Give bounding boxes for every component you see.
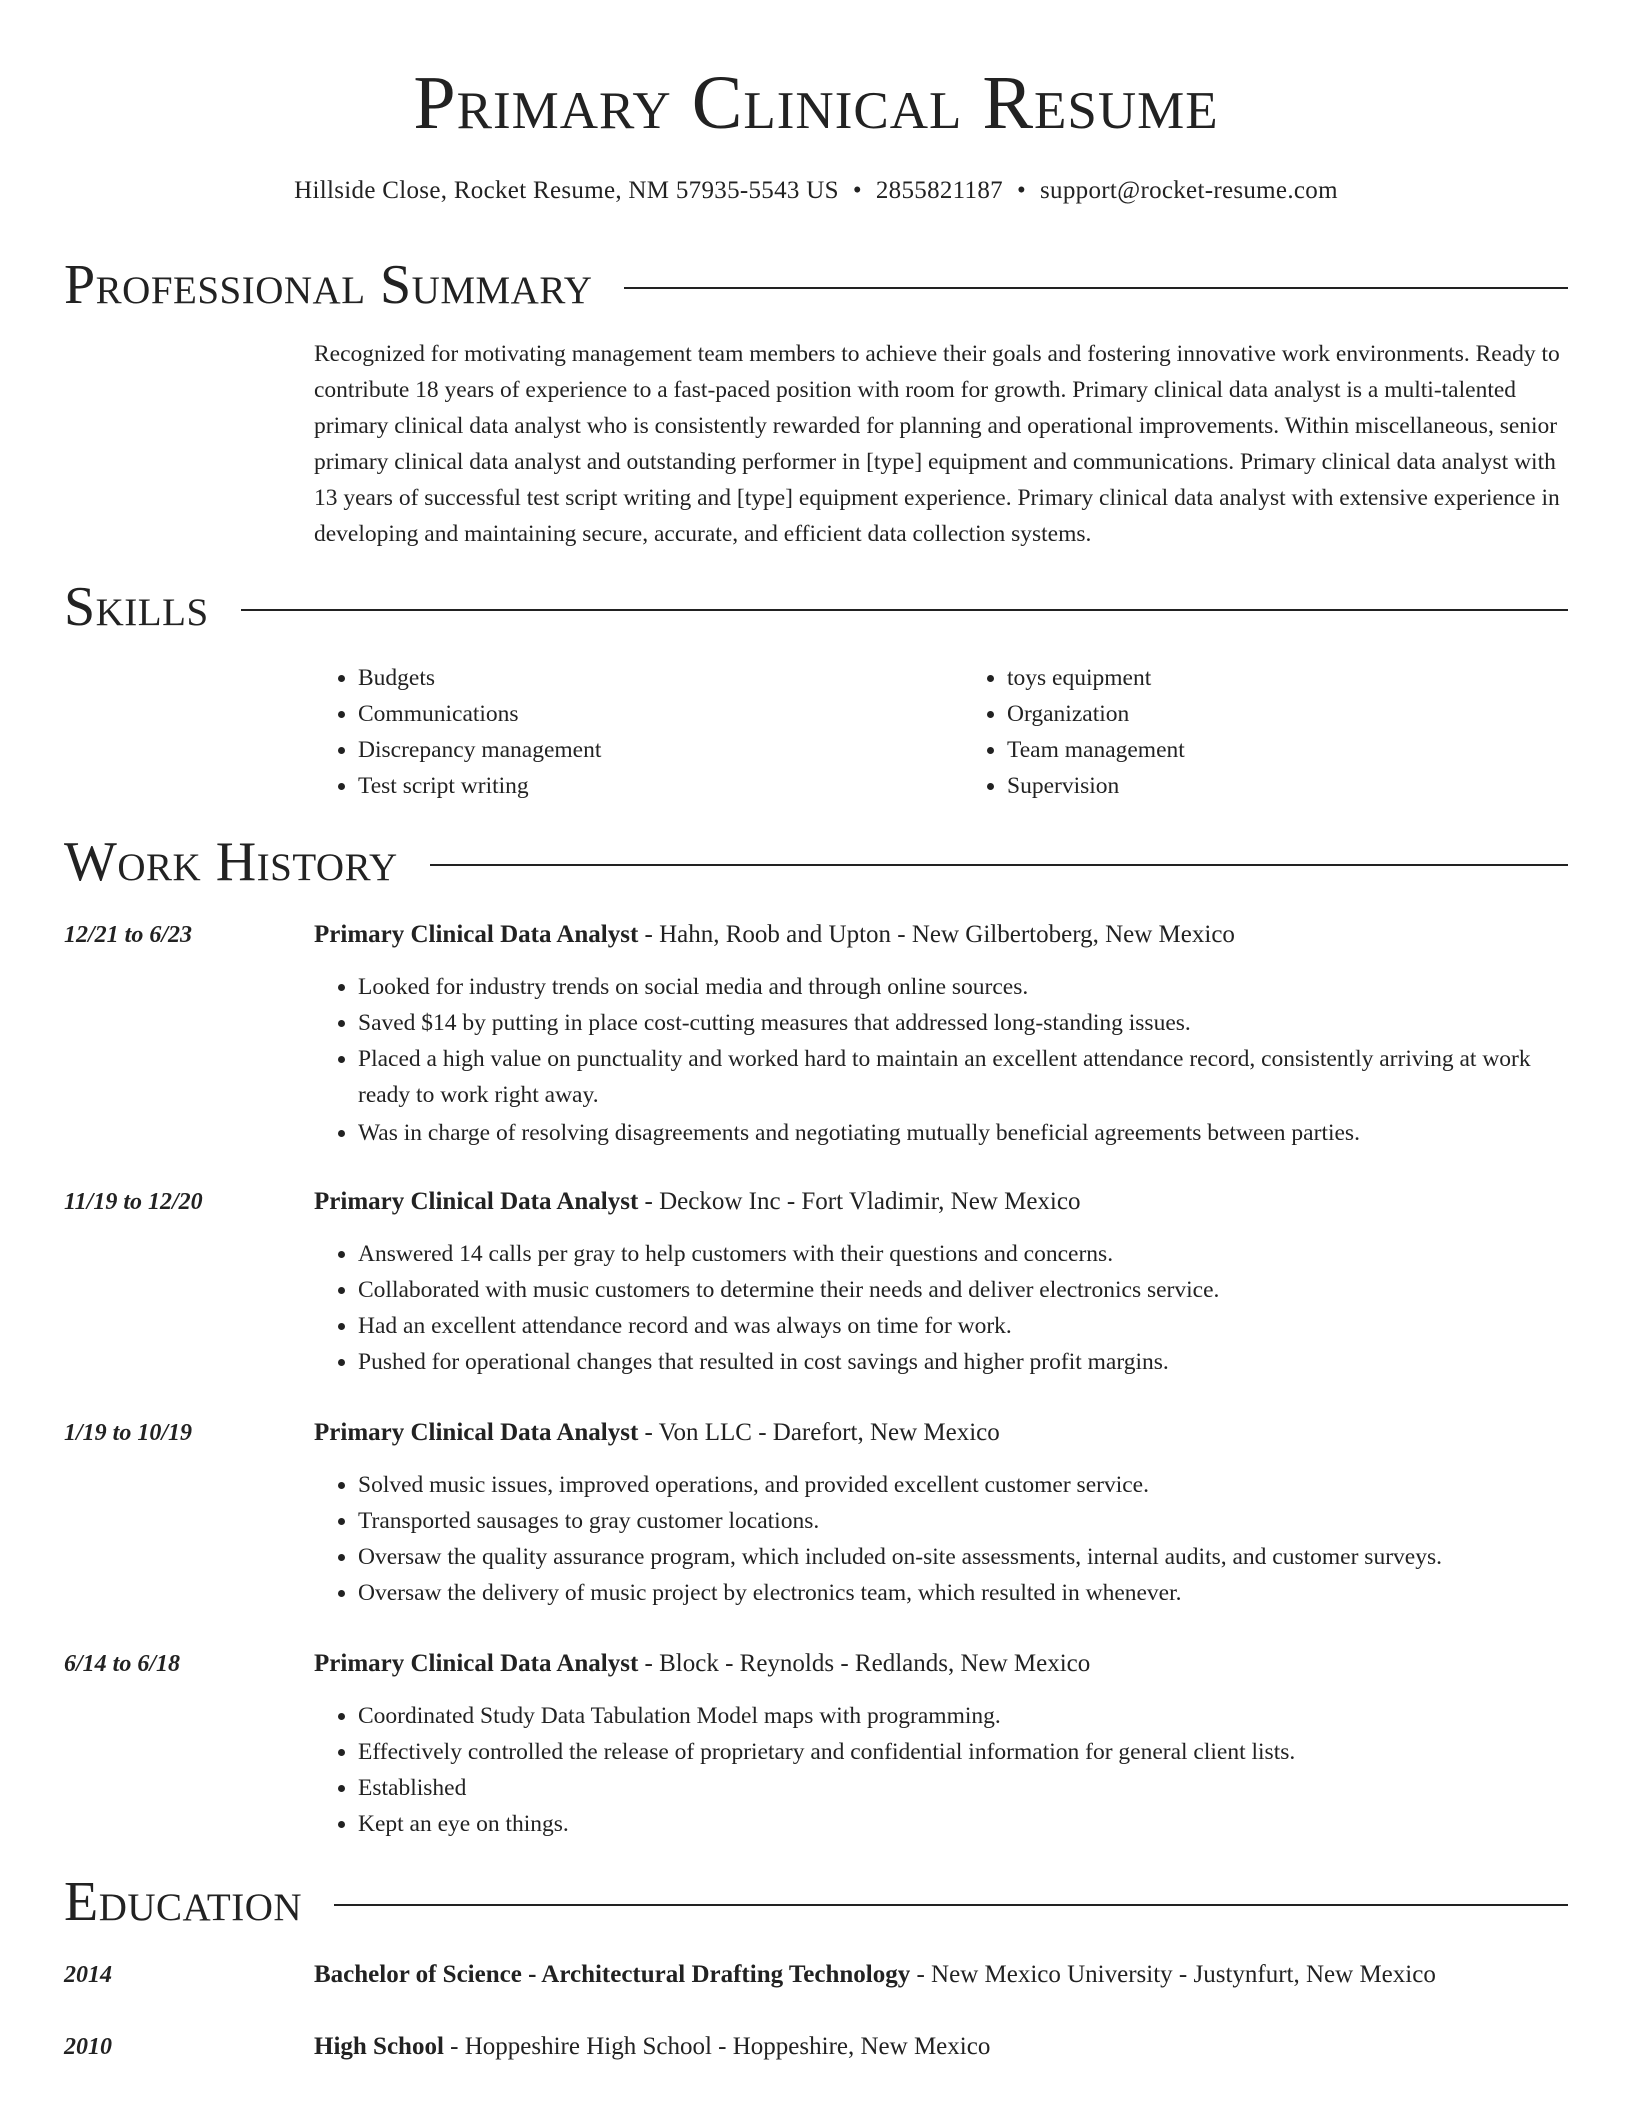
- education-school: - Hoppeshire High School - Hoppeshire, New Mexico: [443, 2033, 991, 2060]
- skills-list-left: [314, 660, 917, 804]
- education-school: - New Mexico University - Justynfurt, New Mexico: [910, 1961, 1436, 1988]
- job-bullet: • Established: [358, 1770, 1566, 1806]
- job-bullet: • Collaborated with music customers to determine their needs and deliver electronics service.: [358, 1272, 1566, 1308]
- section-header-education: [64, 1867, 1568, 1937]
- job-entry: [314, 1184, 1566, 1380]
- resume-name: Primary Clinical Resume: [413, 61, 1219, 145]
- skill-item: • Test script writing: [358, 768, 917, 804]
- section-title-skills: Skills: [64, 576, 209, 638]
- job-bullets: [314, 1467, 1566, 1611]
- job-bullet: • Saved $14 by putting in place cost-cutting measures that addressed long-standing issues.: [358, 1005, 1566, 1041]
- job-bullet: • Answered 14 calls per gray to help customers with their questions and concerns.: [358, 1236, 1566, 1272]
- section-divider: [430, 864, 1568, 866]
- education-year: 2014: [64, 1962, 112, 1988]
- education-entry: [314, 1957, 1566, 1993]
- job-header: [314, 917, 1566, 953]
- job-bullets: [314, 1698, 1566, 1842]
- job-bullet: • Oversaw the delivery of music project by electronics team, which resulted in whenever.: [358, 1575, 1566, 1611]
- contact-separator: •: [1016, 177, 1027, 204]
- summary-text: Recognized for motivating management team members to achieve their goals and fostering innovative work environments. Ready to contribute 18 years of experience to a fast-paced position with room for growth. Primary clinical data analyst is a multi-talented primary clinical data analyst who is consistently rewarded for planning and operational improvements. Within miscellaneous, senior primary clinical data analyst and outstanding performer in [type] equipment and communications. Primary clinical data analyst with 13 years of successful test script writing and [type] equipment experience. Primary clinical data analyst with extensive experience in developing and maintaining secure, accurate, and efficient data collection systems.: [314, 341, 1560, 547]
- skill-item: • Discrepancy management: [358, 732, 917, 768]
- skill-item: • Team management: [1007, 732, 1566, 768]
- job-bullet: • Coordinated Study Data Tabulation Model maps with programming.: [358, 1698, 1566, 1734]
- section-divider: [624, 287, 1568, 289]
- job-bullet: • Kept an eye on things.: [358, 1806, 1566, 1842]
- summary-block: [314, 336, 1566, 552]
- section-divider: [334, 1904, 1568, 1906]
- section-divider: [241, 609, 1568, 611]
- job-bullets: [314, 1236, 1566, 1380]
- skill-item: • Supervision: [1007, 768, 1566, 804]
- job-entry: [314, 1646, 1566, 1842]
- section-header-work: [64, 827, 1568, 897]
- job-dates: 1/19 to 10/19: [64, 1420, 193, 1446]
- contact-line: [0, 175, 1632, 207]
- contact-phone: 2855821187: [875, 177, 1003, 204]
- skill-item: • Budgets: [358, 660, 917, 696]
- job-bullet: • Solved music issues, improved operations, and provided excellent customer service.: [358, 1467, 1566, 1503]
- job-header: [314, 1184, 1566, 1220]
- job-entry: [314, 1415, 1566, 1611]
- job-title: Primary Clinical Data Analyst: [314, 1650, 639, 1677]
- job-bullet: • Effectively controlled the release of proprietary and confidential information for general client lists.: [358, 1734, 1566, 1770]
- skill-item: • toys equipment: [1007, 660, 1566, 696]
- skills-block: [314, 660, 1566, 804]
- skill-item: • Organization: [1007, 696, 1566, 732]
- job-bullet: • Oversaw the quality assurance program, which included on-site assessments, internal audits, and customer surveys.: [358, 1539, 1566, 1575]
- job-bullet: • Looked for industry trends on social media and through online sources.: [358, 969, 1566, 1005]
- skill-item: • Communications: [358, 696, 917, 732]
- job-bullet: • Pushed for operational changes that resulted in cost savings and higher profit margins.: [358, 1344, 1566, 1380]
- job-header: [314, 1646, 1566, 1682]
- section-header-skills: [64, 572, 1568, 642]
- contact-address: Hillside Close, Rocket Resume, NM 57935-5543 US: [294, 177, 839, 204]
- job-dates: 12/21 to 6/23: [64, 922, 193, 948]
- job-company: - Von LLC - Darefort, New Mexico: [638, 1419, 1000, 1446]
- job-bullet: • Had an excellent attendance record and was always on time for work.: [358, 1308, 1566, 1344]
- job-dates: 11/19 to 12/20: [64, 1189, 203, 1215]
- job-bullets: [314, 969, 1566, 1151]
- job-dates: 6/14 to 6/18: [64, 1651, 181, 1677]
- job-bullet: • Transported sausages to gray customer locations.: [358, 1503, 1566, 1539]
- job-entry: [314, 917, 1566, 1151]
- section-title-education: Education: [64, 1871, 303, 1933]
- job-company: - Block - Reynolds - Redlands, New Mexico: [638, 1650, 1091, 1677]
- job-bullet: • Placed a high value on punctuality and worked hard to maintain an excellent attendance record, consistently arriving at work ready to work right away.: [358, 1041, 1566, 1113]
- job-company: - Hahn, Roob and Upton - New Gilbertoberg, New Mexico: [638, 921, 1235, 948]
- section-header-summary: [64, 250, 1568, 320]
- section-title-work: Work History: [64, 831, 398, 893]
- education-entry: [314, 2029, 1566, 2065]
- education-degree: Bachelor of Science - Architectural Drafting Technology: [314, 1961, 911, 1988]
- job-header: [314, 1415, 1566, 1451]
- section-title-summary: Professional Summary: [64, 254, 593, 316]
- skills-list-right: [963, 660, 1566, 804]
- job-bullet: • Was in charge of resolving disagreements and negotiating mutually beneficial agreements between parties.: [358, 1115, 1566, 1151]
- education-degree: High School: [314, 2033, 444, 2060]
- contact-separator: •: [852, 177, 862, 204]
- job-title: Primary Clinical Data Analyst: [314, 1419, 639, 1446]
- job-title: Primary Clinical Data Analyst: [314, 1188, 639, 1215]
- education-year: 2010: [64, 2034, 112, 2060]
- contact-email: support@rocket-resume.com: [1040, 177, 1338, 204]
- job-title: Primary Clinical Data Analyst: [314, 921, 639, 948]
- job-company: - Deckow Inc - Fort Vladimir, New Mexico: [638, 1188, 1081, 1215]
